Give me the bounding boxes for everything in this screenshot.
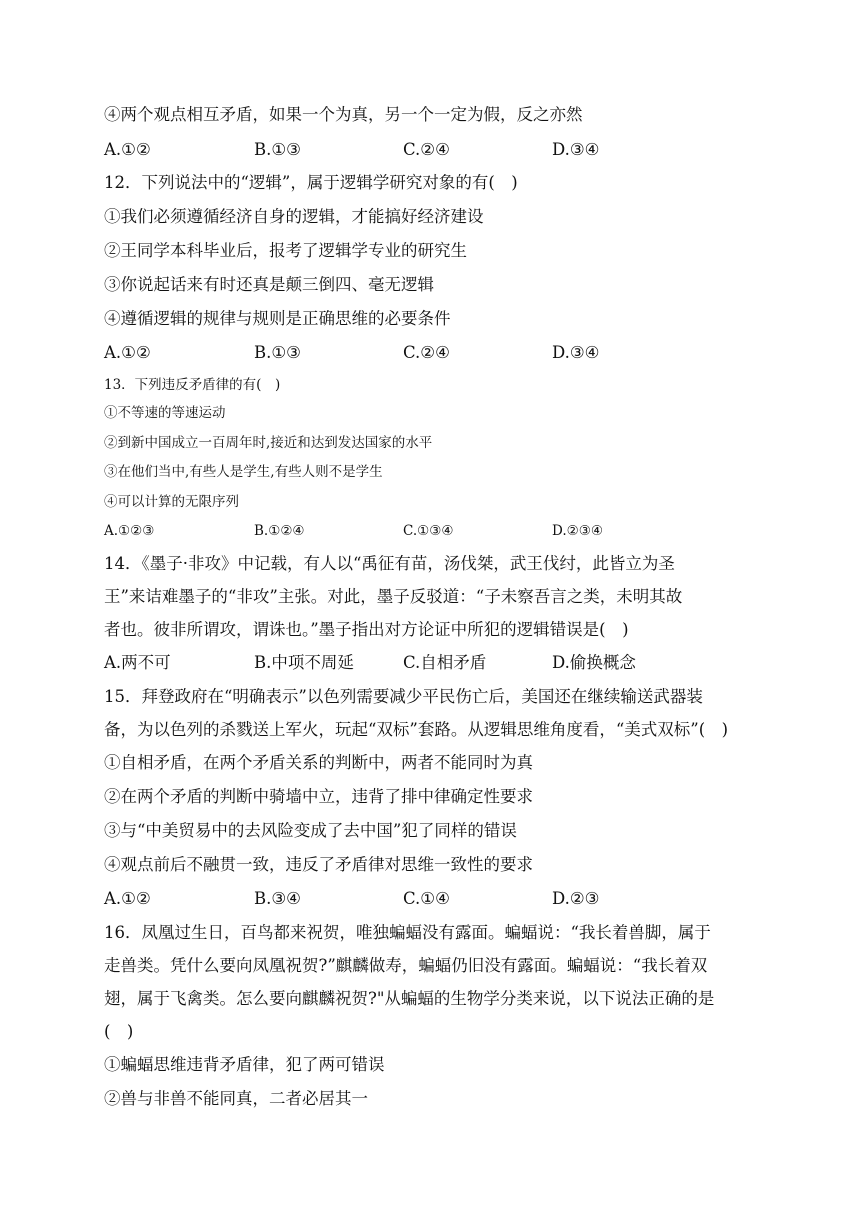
q14-options: [104, 652, 764, 674]
q15-option-a: A.①②: [104, 889, 151, 908]
q13-options: [104, 522, 764, 540]
q12-option-b: B.①③: [254, 343, 301, 362]
q15-statement-4: ④观点前后不融贯一致，违反了矛盾律对思维一致性的要求: [104, 855, 533, 874]
q15-statement-1: ①自相矛盾，在两个矛盾关系的判断中，两者不能同时为真: [104, 753, 533, 772]
q12-option-d: D.③④: [552, 343, 600, 362]
q13-option-c: C.①③④: [403, 523, 454, 539]
q13-stem: 13．下列违反矛盾律的有( ): [104, 377, 281, 393]
q11-statement-4: ④两个观点相互矛盾，如果一个为真，另一个一定为假，反之亦然: [104, 105, 583, 124]
q15-option-c: C.①④: [403, 889, 450, 908]
q14-option-b: B.中项不周延: [254, 653, 354, 672]
q12-options: [104, 342, 764, 364]
q14-option-d: D.偷换概念: [552, 653, 636, 672]
q13-statement-1: ①不等速的等速运动: [104, 405, 226, 421]
q13-option-a: A.①②③: [104, 523, 155, 539]
q14-stem-line-1: 14．《墨子·非攻》中记载，有人以“禹征有苗，汤伐桀，武王伐纣，此皆立为圣: [104, 554, 675, 573]
q16-stem-line-2: 走兽类。凭什么要向凤凰祝贺?”麒麟做寿，蝙蝠仍旧没有露面。蝙蝠说：“我长着双: [104, 956, 708, 975]
q15-stem-line-1: 15．拜登政府在“明确表示”以色列需要减少平民伤亡后，美国还在继续输送武器装: [104, 687, 703, 706]
q12-option-c: C.②④: [403, 343, 450, 362]
q11-option-c: C.②④: [403, 140, 450, 159]
q13-option-b: B.①②④: [254, 523, 305, 539]
q13-statement-2: ②到新中国成立一百周年时,接近和达到发达国家的水平: [104, 435, 433, 451]
q15-statement-2: ②在两个矛盾的判断中骑墙中立，违背了排中律确定性要求: [104, 787, 533, 806]
q15-option-b: B.③④: [254, 889, 301, 908]
q12-statement-4: ④遵循逻辑的规律与规则是正确思维的必要条件: [104, 309, 451, 328]
q12-statement-1: ①我们必须遵循经济自身的逻辑，才能搞好经济建设: [104, 207, 484, 226]
q12-option-a: A.①②: [104, 343, 151, 362]
q11-option-b: B.①③: [254, 140, 301, 159]
q15-stem-line-2: 备，为以色列的杀戮送上军火，玩起“双标”套路。从逻辑思维角度看，“美式双标”( ): [104, 720, 729, 739]
q14-option-a: A.两不可: [104, 653, 171, 672]
q15-option-d: D.②③: [552, 889, 600, 908]
q14-stem-line-2: 王”来诘难墨子的“非攻”主张。对此，墨子反驳道：“子未察吾言之类，未明其故: [104, 587, 683, 606]
q15-options: [104, 888, 764, 910]
q12-statement-2: ②王同学本科毕业后，报考了逻辑学专业的研究生: [104, 241, 467, 260]
q12-stem: 12．下列说法中的“逻辑”，属于逻辑学研究对象的有( ): [104, 173, 518, 192]
q16-statement-1: ①蝙蝠思维违背矛盾律，犯了两可错误: [104, 1055, 385, 1074]
q16-stem-line-1: 16．凤凰过生日，百鸟都来祝贺，唯独蝙蝠没有露面。蝙蝠说：“我长着兽脚，属于: [104, 923, 711, 942]
q16-stem-line-3: 翅，属于飞禽类。怎么要向麒麟祝贺?"从蝙蝠的生物学分类来说，以下说法正确的是: [104, 989, 715, 1008]
q13-option-d: D.②③④: [552, 523, 603, 539]
q13-statement-4: ④可以计算的无限序列: [104, 494, 239, 510]
q11-options: [104, 139, 764, 161]
q14-stem-line-3: 者也。彼非所谓攻，谓诛也。”墨子指出对方论证中所犯的逻辑错误是( ): [104, 620, 629, 639]
q16-stem-line-4: ( ): [104, 1022, 134, 1041]
q11-option-d: D.③④: [552, 140, 600, 159]
q11-option-a: A.①②: [104, 140, 151, 159]
q14-option-c: C.自相矛盾: [403, 653, 487, 672]
q15-statement-3: ③与“中美贸易中的去风险变成了去中国”犯了同样的错误: [104, 821, 517, 840]
q13-statement-3: ③在他们当中,有些人是学生,有些人则不是学生: [104, 464, 383, 480]
q16-statement-2: ②兽与非兽不能同真，二者必居其一: [104, 1089, 368, 1108]
q12-statement-3: ③你说起话来有时还真是颠三倒四、毫无逻辑: [104, 275, 434, 294]
